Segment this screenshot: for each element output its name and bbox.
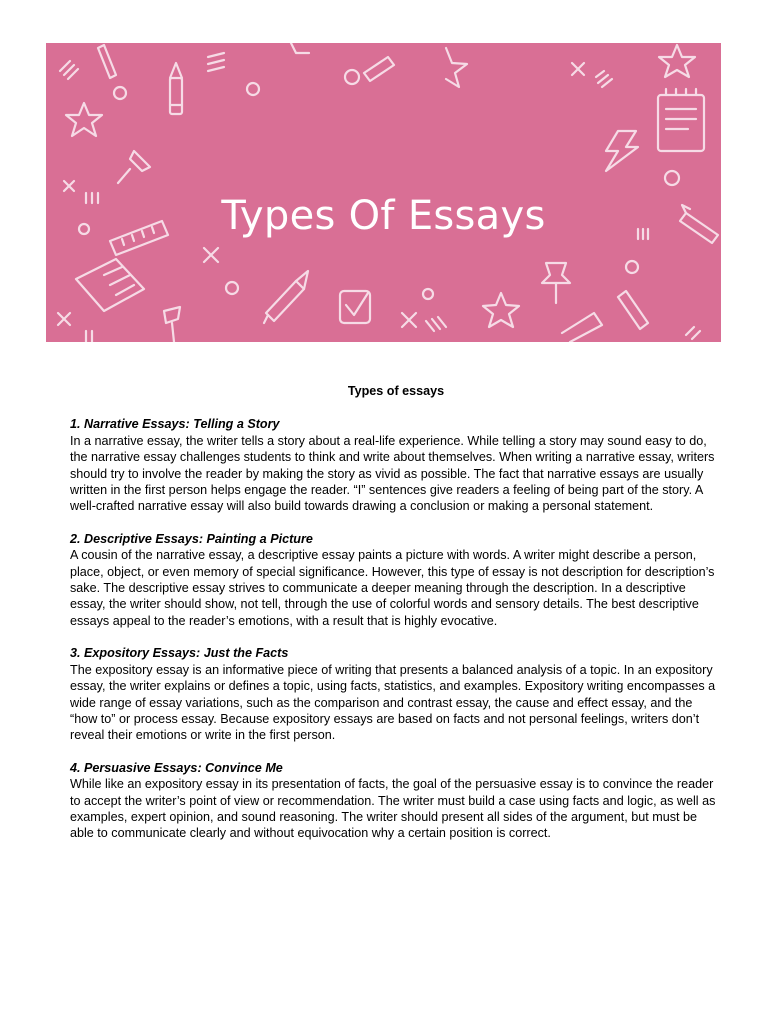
circle-icon	[626, 261, 638, 273]
section-heading: 1. Narrative Essays: Telling a Story	[70, 417, 280, 432]
section-heading: 4. Persuasive Essays: Convince Me	[70, 760, 283, 775]
star-icon	[659, 45, 695, 77]
star-icon	[446, 48, 467, 87]
section-paragraph: In a narrative essay, the writer tells a story about a real-life experience. While telling a story may sound easy to do, the narrative essay challenges students to think and write about themselves. When writing a narrative essay, writers should try to involve the reader by making the story as vivid as possible. The fact that narrative essays are usually written in the first person helps engage the reader. “I” sentences give readers a feeling of being part of the story. A well-crafted narrative essay will also build towards drawing a conclusion or making a personal statement.	[70, 433, 715, 514]
pushpin-icon	[164, 307, 180, 342]
exclamation-icon	[345, 57, 394, 84]
section-paragraph: While like an expository essay in its presentation of facts, the goal of the persuasive essay is to convince the reader to accept the writer’s point of view or recommendation. The writer must build a case using facts and logic, as well as examples, expert opinion, and sound reasoning. The writer should present all sides of the argument, but must be able to communicate clearly and without equivocation why a certain position is correct.	[70, 777, 716, 841]
notepad-icon	[658, 89, 704, 151]
hatch-icon	[60, 61, 78, 79]
book-icon	[76, 259, 144, 311]
lightning-icon	[606, 131, 638, 171]
star-icon	[291, 43, 309, 53]
document-title: Types of essays	[347, 384, 445, 398]
header-banner	[46, 43, 721, 342]
ruler-icon	[562, 313, 602, 342]
banner-title: Types Of Essays	[221, 193, 546, 239]
hatch-icon	[596, 71, 612, 87]
pencil-icon	[170, 63, 182, 114]
circle-icon	[665, 171, 679, 185]
hatch-icon	[426, 317, 446, 331]
section-expository	[70, 645, 722, 743]
close-icon	[58, 313, 70, 325]
star-icon	[483, 293, 519, 327]
exclamation-icon	[618, 291, 648, 329]
checkbox-icon	[340, 291, 370, 323]
exclamation-icon	[98, 45, 126, 99]
document-body	[70, 383, 722, 858]
section-heading: 3. Expository Essays: Just the Facts	[70, 646, 289, 661]
close-icon	[204, 248, 218, 262]
star-icon	[66, 103, 102, 136]
section-heading: 2. Descriptive Essays: Painting a Picture	[70, 531, 313, 546]
circle-icon	[247, 83, 259, 95]
section-paragraph: The expository essay is an informative piece of writing that presents a balanced analysis of a topic. In an expository essay, the writer explains or defines a topic, using facts, statistics, and examples. Expository writing encompasses a wide range of essay variations, such as the comparison and contrast essay, the cause and effect essay, and the “how to” or process essay. Because expository essays are based on facts and not personal feelings, writers don’t reveal their emotions or write in the first person.	[70, 662, 716, 743]
section-narrative	[70, 416, 722, 514]
circle-icon	[423, 289, 433, 299]
hatch-icon	[86, 331, 92, 342]
pencil-icon	[264, 271, 308, 323]
pushpin-icon	[118, 151, 150, 183]
pushpin-icon	[542, 263, 570, 303]
hatch-icon	[686, 327, 700, 339]
section-paragraph: A cousin of the narrative essay, a descriptive essay paints a picture with words. A writer might describe a person, place, object, or even memory of special significance. However, this type of essay is not description for description’s sake. The descriptive essay strives to communicate a deeper meaning through the description. In a descriptive essay, the writer should show, not tell, through the use of colorful words and sensory details. The best descriptive essays appeal to the reader’s emotions, with a result that is highly evocative.	[70, 548, 715, 628]
section-persuasive	[70, 760, 722, 842]
close-icon	[402, 313, 416, 327]
section-descriptive	[70, 531, 722, 629]
circle-icon	[226, 282, 238, 294]
close-icon	[64, 181, 74, 191]
close-icon	[572, 63, 584, 75]
lines-icon	[208, 53, 224, 71]
